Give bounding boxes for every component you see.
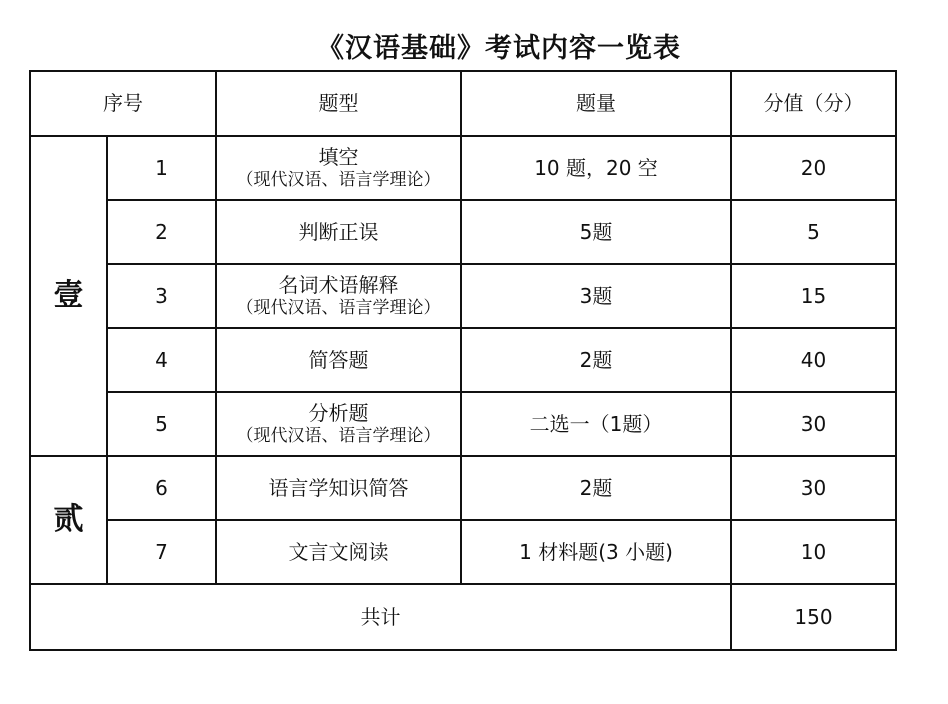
row-number: 4: [107, 328, 216, 392]
row-number: 7: [107, 520, 216, 584]
part-label: 壹: [30, 136, 107, 456]
row-number: 6: [107, 456, 216, 520]
question-type-cell: [216, 328, 461, 392]
page-title: 《汉语基础》考试内容一览表: [317, 33, 681, 64]
row-number: 5: [107, 392, 216, 456]
header-score: 分值（分）: [731, 71, 896, 136]
question-type-cell: [216, 520, 461, 584]
question-type-cell: [216, 136, 461, 200]
question-type: 文言文阅读: [288, 539, 389, 564]
row-number: 2: [107, 200, 216, 264]
table-row: [30, 264, 896, 328]
header-type: 题型: [216, 71, 461, 136]
header-index: 序号: [30, 71, 216, 136]
total-label: 共计: [30, 584, 731, 650]
question-quantity: 1 材料题(3 小题): [461, 520, 731, 584]
table-row: [30, 200, 896, 264]
table-row: [30, 520, 896, 584]
row-number: 1: [107, 136, 216, 200]
table-header-row: [30, 71, 896, 136]
question-quantity: 10 题，20 空: [461, 136, 731, 200]
part-label: 贰: [30, 456, 107, 584]
question-type: 分析题: [308, 400, 369, 425]
table-row: [30, 392, 896, 456]
question-type-cell: [216, 456, 461, 520]
header-quantity: 题量: [461, 71, 731, 136]
total-score: 150: [731, 584, 896, 650]
question-type-cell: [216, 200, 461, 264]
question-type-cell: [216, 264, 461, 328]
question-score: 40: [731, 328, 896, 392]
question-score: 20: [731, 136, 896, 200]
question-scope: （现代汉语、语言学理论）: [236, 425, 441, 446]
question-score: 30: [731, 392, 896, 456]
question-quantity: 二选一（1题）: [461, 392, 731, 456]
question-type: 填空: [318, 144, 359, 169]
question-type: 简答题: [308, 347, 369, 372]
table-row: [30, 328, 896, 392]
total-row: [30, 584, 896, 650]
table-row: [30, 136, 896, 200]
question-type-cell: [216, 392, 461, 456]
row-number: 3: [107, 264, 216, 328]
question-quantity: 5题: [461, 200, 731, 264]
exam-content-table: [29, 70, 897, 651]
question-score: 15: [731, 264, 896, 328]
question-scope: （现代汉语、语言学理论）: [236, 169, 441, 190]
question-score: 5: [731, 200, 896, 264]
question-type: 语言学知识简答: [268, 475, 409, 500]
question-type: 判断正误: [298, 219, 379, 244]
question-scope: （现代汉语、语言学理论）: [236, 297, 441, 318]
question-quantity: 2题: [461, 328, 731, 392]
question-score: 30: [731, 456, 896, 520]
table-row: [30, 456, 896, 520]
question-quantity: 2题: [461, 456, 731, 520]
question-score: 10: [731, 520, 896, 584]
question-quantity: 3题: [461, 264, 731, 328]
question-type: 名词术语解释: [278, 272, 399, 297]
